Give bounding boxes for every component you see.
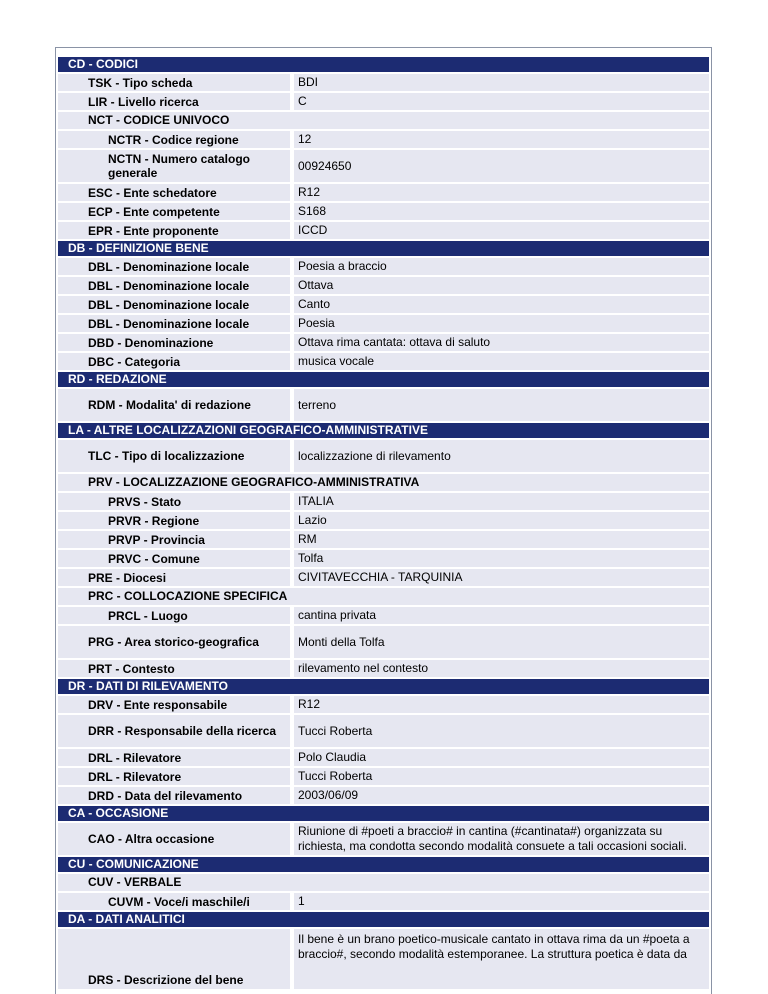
field-label-epr: EPR - Ente proponente	[58, 222, 290, 239]
field-value: Tolfa	[294, 550, 709, 567]
group-header-nct: NCT - CODICE UNIVOCO	[58, 112, 709, 129]
field-row	[58, 626, 709, 658]
section-header-cd: CD - CODICI	[58, 57, 709, 72]
field-value: R12	[294, 696, 709, 713]
field-label-drs: DRS - Descrizione del bene	[58, 929, 290, 989]
field-row	[58, 768, 709, 785]
field-value: Tucci Roberta	[294, 768, 709, 785]
field-value: C	[294, 93, 709, 110]
field-label-nctr: NCTR - Codice regione	[58, 131, 290, 148]
field-row	[58, 493, 709, 510]
field-label-nctn: NCTN - Numero catalogo generale	[58, 150, 290, 182]
group-header-prc: PRC - COLLOCAZIONE SPECIFICA	[58, 588, 709, 605]
field-value: terreno	[294, 389, 709, 421]
field-row	[58, 74, 709, 91]
group-header-prv: PRV - LOCALIZZAZIONE GEOGRAFICO-AMMINISTRATIVA	[58, 474, 709, 491]
field-row	[58, 277, 709, 294]
field-label-cuvm: CUVM - Voce/i maschile/i	[58, 893, 290, 910]
field-label-drv: DRV - Ente responsabile	[58, 696, 290, 713]
field-row	[58, 334, 709, 351]
field-value: 00924650	[294, 150, 709, 182]
field-row	[58, 531, 709, 548]
section-header-db: DB - DEFINIZIONE BENE	[58, 241, 709, 256]
section-header-la: LA - ALTRE LOCALIZZAZIONI GEOGRAFICO-AMMINISTRATIVE	[58, 423, 709, 438]
field-value: Monti della Tolfa	[294, 626, 709, 658]
field-row	[58, 512, 709, 529]
field-label-prcl: PRCL - Luogo	[58, 607, 290, 624]
field-value: Ottava rima cantata: ottava di saluto	[294, 334, 709, 351]
field-value: Tucci Roberta	[294, 715, 709, 747]
field-value: 1	[294, 893, 709, 910]
field-label-dbd: DBD - Denominazione	[58, 334, 290, 351]
field-value: Il bene è un brano poetico-musicale cantato in ottava rima da un #poeta a braccio#, secondo modalità estemporanee. La struttura poetica è data da	[294, 929, 709, 989]
group-header-cuv: CUV - VERBALE	[58, 874, 709, 891]
field-row	[58, 929, 709, 989]
field-label-cao: CAO - Altra occasione	[58, 823, 290, 855]
field-label-prt: PRT - Contesto	[58, 660, 290, 677]
field-row	[58, 715, 709, 747]
field-value: Poesia a braccio	[294, 258, 709, 275]
field-row	[58, 893, 709, 910]
record-frame	[55, 47, 712, 994]
field-value: 2003/06/09	[294, 787, 709, 804]
field-label-drl: DRL - Rilevatore	[58, 749, 290, 766]
field-label-drd: DRD - Data del rilevamento	[58, 787, 290, 804]
field-label-esc: ESC - Ente schedatore	[58, 184, 290, 201]
field-row	[58, 150, 709, 182]
field-label-pre: PRE - Diocesi	[58, 569, 290, 586]
record-table	[58, 57, 709, 991]
field-row	[58, 569, 709, 586]
field-value: S168	[294, 203, 709, 220]
field-label-dbl: DBL - Denominazione locale	[58, 258, 290, 275]
field-row	[58, 660, 709, 677]
field-label-prvp: PRVP - Provincia	[58, 531, 290, 548]
field-label-prvr: PRVR - Regione	[58, 512, 290, 529]
field-row	[58, 184, 709, 201]
field-row	[58, 353, 709, 370]
field-row	[58, 315, 709, 332]
field-value: R12	[294, 184, 709, 201]
section-header-cu: CU - COMUNICAZIONE	[58, 857, 709, 872]
field-row	[58, 296, 709, 313]
field-value: rilevamento nel contesto	[294, 660, 709, 677]
field-row	[58, 203, 709, 220]
field-row	[58, 131, 709, 148]
field-label-dbl: DBL - Denominazione locale	[58, 315, 290, 332]
field-value: Riunione di #poeti a braccio# in cantina (#cantinata#) organizzata su richiesta, ma condotta secondo modalità consuete a tali occasioni sociali.	[294, 823, 709, 855]
field-row	[58, 258, 709, 275]
field-label-dbc: DBC - Categoria	[58, 353, 290, 370]
field-value: ITALIA	[294, 493, 709, 510]
field-row	[58, 696, 709, 713]
field-row	[58, 93, 709, 110]
field-row	[58, 550, 709, 567]
field-value: localizzazione di rilevamento	[294, 440, 709, 472]
field-label-tlc: TLC - Tipo di localizzazione	[58, 440, 290, 472]
field-label-ecp: ECP - Ente competente	[58, 203, 290, 220]
section-header-da: DA - DATI ANALITICI	[58, 912, 709, 927]
field-row	[58, 749, 709, 766]
field-value: cantina privata	[294, 607, 709, 624]
field-label-drl: DRL - Rilevatore	[58, 768, 290, 785]
field-label-lir: LIR - Livello ricerca	[58, 93, 290, 110]
field-label-prvc: PRVC - Comune	[58, 550, 290, 567]
field-label-prvs: PRVS - Stato	[58, 493, 290, 510]
field-value: RM	[294, 531, 709, 548]
field-label-rdm: RDM - Modalita' di redazione	[58, 389, 290, 421]
field-value: CIVITAVECCHIA - TARQUINIA	[294, 569, 709, 586]
field-label-dbl: DBL - Denominazione locale	[58, 296, 290, 313]
field-value: musica vocale	[294, 353, 709, 370]
field-row	[58, 440, 709, 472]
field-value: Polo Claudia	[294, 749, 709, 766]
field-row	[58, 787, 709, 804]
field-value: Canto	[294, 296, 709, 313]
field-value: BDI	[294, 74, 709, 91]
field-label-dbl: DBL - Denominazione locale	[58, 277, 290, 294]
section-header-dr: DR - DATI DI RILEVAMENTO	[58, 679, 709, 694]
field-value: Ottava	[294, 277, 709, 294]
field-row	[58, 607, 709, 624]
section-header-ca: CA - OCCASIONE	[58, 806, 709, 821]
field-label-drr: DRR - Responsabile della ricerca	[58, 715, 290, 747]
field-value: ICCD	[294, 222, 709, 239]
field-label-tsk: TSK - Tipo scheda	[58, 74, 290, 91]
field-row	[58, 222, 709, 239]
field-row	[58, 389, 709, 421]
field-value: Lazio	[294, 512, 709, 529]
field-label-prg: PRG - Area storico-geografica	[58, 626, 290, 658]
field-row	[58, 823, 709, 855]
field-value: Poesia	[294, 315, 709, 332]
field-value: 12	[294, 131, 709, 148]
section-header-rd: RD - REDAZIONE	[58, 372, 709, 387]
